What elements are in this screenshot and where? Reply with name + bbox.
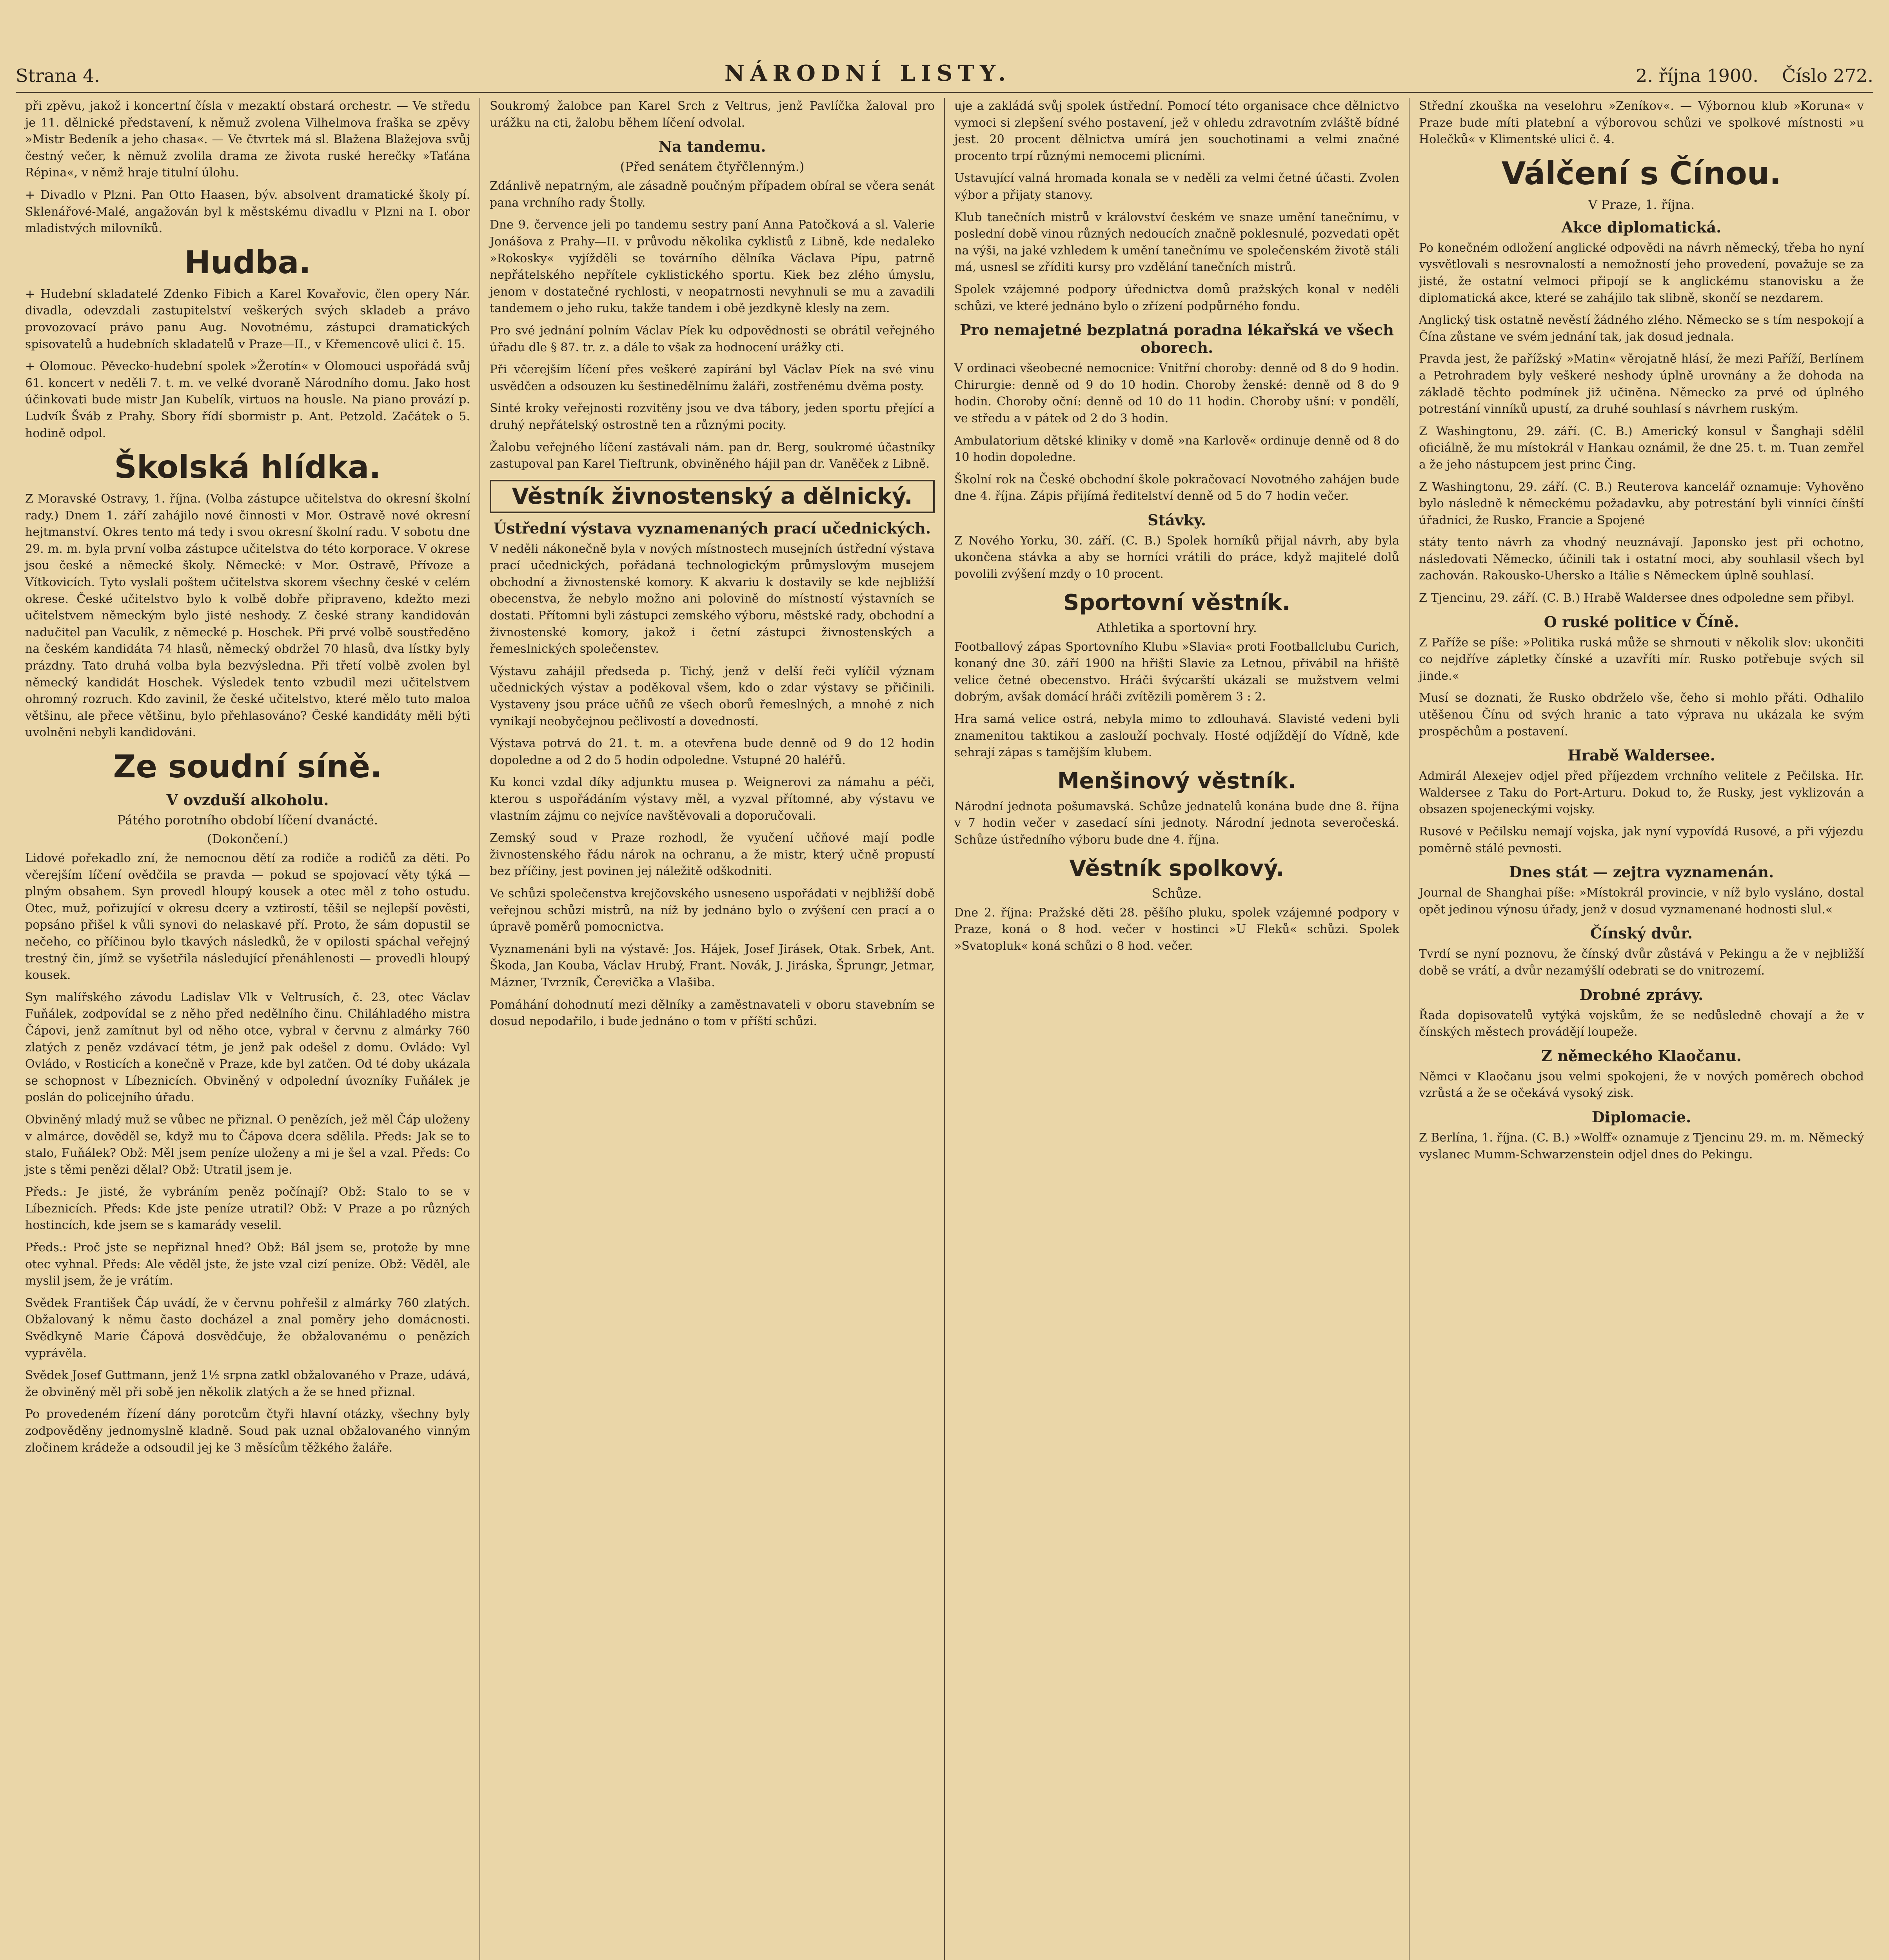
article-title: Diplomacie.	[1591, 1108, 1691, 1126]
article-paragraph: Klub tanečních mistrů v království českém ve snaze umění tanečnímu, v poslední době vinou různých nedoucích značně poklesnulé, pozvedati opět na výši, na jaké vzhledem k umění tanečnímu ve společenském životě stáli má, usnesl se zříditi kursy pro vzdělání tanečních mistrů.	[954, 210, 1399, 274]
article-paragraph: Ku konci vzdal díky adjunktu musea p. Weignerovi za námahu a péči, kterou s uspořádáním výstavy měl, a vyzval přítomné, aby výstavu ve vlastním zájmu co nejvíce navštěvovali a doporučovali.	[490, 775, 935, 823]
article-paragraph: Soukromý žalobce pan Karel Srch z Veltrus, jenž Pavlíčka žaloval pro urážku na cti, žalobu během líčení odvolal.	[490, 99, 935, 130]
article-paragraph: Z Moravské Ostravy, 1. října. (Volba zástupce učitelstva do okresní školní rady.) Dnem 1. září zahájilo nové činnosti v Mor. Ostravě nové okresní hejtmanství. Okres tento má tedy i svou okresní školní radu. V sobotu dne 29. m. m. byla první volba zástupce učitelstva do této korporace. V okrese jsou české a německé školy. Německé: v Mor. Ostravě, Přívoze a Vítkovicích. Tyto vyslali poštem učitelstva skorem všechny české v celém okrese. České učitelstvo bylo k volbě dobře připraveno, kdežto mezi učitelstvem německým bylo jisté neshody. Z české strany kandidován nadučitel pan Vaculík, z německé p. Hoschek. Při prvé volbě soustředěno na českém kandidáta 74 hlasů, německý obdržel 70 hlasů, dva lístky byly prázdny. Tato druhá volba byla bezvýsledna. Při třetí volbě zvolen byl německý kandidát Hoschek. Výsledek tento vzbudil mezi učitelstvem ohromný rozruch. Kdo zavinil, že české učitelstvo, které mělo tuto maloa většinu, ale přece většinu, bylo přehlasováno? České kandidáty měli býti uvolněni nebyli kandidováni.	[25, 492, 470, 740]
article-subtitle: (Dokončení.)	[207, 831, 289, 846]
article-paragraph: Lidové pořekadlo zní, že nemocnou dětí za rodiče a rodičů za děti. Po včerejším líčení ovědčila se pravda — pokud se spojovací věty týká — plným obsahem. Syn provedl hloupý kousek a otec měl z toho ostudu. Otec, muž, pořizující v okresu dcery a vztirostí, těšil se nejlepší pověsti, popsáno přišel k vůli synovi do nelaskavé pří. Proto, že sám dopustil se nečeho, co příčinou bylo tkavých následků, že v opilosti spáchal veřejný trestný čin, jímž se vyšetřila následující přenáhlenosti — provedli hloupý kousek.	[25, 851, 470, 982]
column-2	[480, 98, 945, 1960]
article-paragraph: Spolek vzájemné podpory úřednictva domů pražských konal v neděli schůzi, ve které jednáno bylo o zřízení podpůrného fondu.	[954, 282, 1399, 313]
article-paragraph: Dne 9. července jeli po tandemu sestry paní Anna Patočková a sl. Valerie Jonášova z Prahy—II. v průvodu několika cyklistů z Libně, kde nedaleko »Rokosky« vyjížděli se továrního dělníka Václava Pípu, patrně nepřátelského nepřítele cyklistického sportu. Kiek bez zlého úmyslu, jenom v dostatečné rychlosti, v neopatrnosti nevyhnuli se mu a zavadili tandemem o jeho ruku, takže tandem i obě jezdkyně klesly na zem.	[490, 218, 935, 316]
section-heading: Školská hlídka.	[114, 449, 381, 486]
column-1	[16, 98, 480, 1960]
article-paragraph: Ambulatorium dětské kliniky v domě »na Karlově« ordinuje denně od 8 do 10 hodin dopoledne.	[954, 434, 1399, 465]
article-paragraph: Admirál Alexejev odjel před příjezdem vrchního velitele z Pečilska. Hr. Waldersee z Taku do Port-Arturu. Dokud to, že Rusky, jest vyklizován a obsazen spojeneckými vojsky.	[1419, 769, 1864, 817]
article-title: O ruské politice v Číně.	[1544, 613, 1739, 631]
article-title: Akce diplomatická.	[1561, 218, 1722, 236]
article-paragraph: Školní rok na České obchodní škole pokračovací Novotného zahájen bude dne 4. října. Zápis přijímá ředitelství denně od 5 do 7 hodin večer.	[954, 472, 1399, 503]
article-title: Z německého Klaočanu.	[1541, 1047, 1742, 1065]
article-title: Drobné zprávy.	[1579, 985, 1704, 1004]
article-title: Čínský dvůr.	[1590, 924, 1693, 942]
article-paragraph: Žalobu veřejného líčení zastávali nám. pan dr. Berg, soukromé účastníky zastupoval pan Karel Tieftrunk, obviněného hájil pan dr. Vaněček z Libně.	[490, 440, 935, 471]
article-paragraph: Sinté kroky veřejnosti rozvitěny jsou ve dva tábory, jeden sportu přející a druhý nepřátelský ostrostně ten a různými pocity.	[490, 401, 935, 432]
article-paragraph: Po provedeném řízení dány porotcům čtyři hlavní otázky, všechny byly zodpověděny jednomyslně kladně. Soud pak uznal obžalovaného vinným zločinem krádeže a odsoudil jej ke 3 měsícům těžkého žaláře.	[25, 1407, 470, 1455]
article-paragraph: Pravda jest, že pařížský »Matin« věrojatně hlásí, že mezi Paříží, Berlínem a Petrohradem byly veškeré neshody úplně urovnány a že dohoda na základě těchto podmínek již učiněna. Německo za prvé od úplného potrestání vinníků upustí, za druhé souhlasí s návrhem ruským.	[1419, 352, 1864, 416]
article-subtitle: V Praze, 1. října.	[1588, 197, 1695, 212]
article-paragraph: státy tento návrh za vhodný neuznávají. Japonsko jest při ochotno, následovati Německo, účinili tak i ostatní moci, aby souhlasil všech byl zachován. Rakousko-Uhersko a Itálie s Německem úplně souhlasí.	[1419, 535, 1864, 583]
issue-number: Číslo 272.	[1782, 65, 1873, 86]
article-paragraph: Předs.: Proč jste se nepřiznal hned? Obž: Bál jsem se, protože by mne otec vyhnal. Předs: Ale věděl jste, že jste vzal cizí peníze. Obž: Věděl, ale myslil jsem, že je vrátím.	[25, 1241, 470, 1288]
article-paragraph: + Divadlo v Plzni. Pan Otto Haasen, býv. absolvent dramatické školy pí. Sklenářové-Malé, angažován byl k městskému divadlu v Plzni na I. obor mladistvých milovníků.	[25, 188, 470, 236]
article-paragraph: Svědek Josef Guttmann, jenž 1½ srpna zatkl obžalovaného v Praze, udává, že obviněný měl při sobě jen několik zlatých a že se hned přiznal.	[25, 1368, 470, 1399]
article-paragraph: Journal de Shanghai píše: »Místokrál provincie, v níž bylo vysláno, dostal opět jedinou výnosu úřady, jenž v dosud vyznamenané hodnosti slul.«	[1419, 886, 1864, 916]
article-subtitle: Pátého porotního období líčení dvanácté.	[117, 813, 378, 828]
page-header	[16, 16, 1873, 93]
article-subtitle: (Před senátem čtyřčlenným.)	[620, 159, 805, 174]
article-paragraph: Svědek František Čáp uvádí, že v červnu pohřešil z almárky 760 zlatých. Obžalovaný k němu často docházel a znal poměry jeho domácnosti. Svědkyně Marie Čápová dosvědčuje, že obžalovanému o penězích vyprávěla.	[25, 1296, 470, 1360]
article-paragraph: uje a zakládá svůj spolek ústřední. Pomocí této organisace chce dělnictvo vymoci si zlepšení svého postavení, jež v ohledu zdravotním zvláště bídné jest. 20 procent dělnictva umírá jen souchotinami a velmi značné procento trpí různými nemocemi plicními.	[954, 99, 1399, 163]
article-paragraph: Zemský soud v Praze rozhodl, že vyučení učňové mají podle živnostenského řádu nárok na ochranu, a že mistr, který učně propustí bez příčiny, jest povinen jej náležitě odškodniti.	[490, 831, 935, 878]
article-paragraph: Dne 2. října: Pražské děti 28. pěšího pluku, spolek vzájemné podpory v Praze, koná o 8 hod. večer v hostinci »U Fleků« schůzi. Spolek »Svatopluk« koná schůzi o 8 hod. večer.	[954, 906, 1399, 953]
article-paragraph: V ordinaci všeobecné nemocnice: Vnitřní choroby: denně od 8 do 9 hodin. Chirurgie: denně od 9 do 10 hodin. Choroby ženské: denně od 8 do 9 hodin. Choroby oční: denně od 10 do 11 hodin. Choroby ušní: v pondělí, ve středu a v pátek od 2 do 3 hodin.	[954, 361, 1399, 425]
article-paragraph: Po konečném odložení anglické odpovědi na návrh německý, třeba ho nyní vysvětlovali s nesrovnalostí a nemožností jeho provedení, považuje se za jisté, že ostatní velmoci připojí se k anglickému stanovisku a že diplomatická akce, které se zahájilo tak slibně, skončí se nezdarem.	[1419, 241, 1864, 305]
section-heading: Ze soudní síně.	[113, 748, 382, 785]
article-title: Ústřední výstava vyznamenaných prací učednických.	[493, 519, 931, 537]
article-title: Pro nemajetné bezplatná poradna lékařská ve všech oborech.	[960, 321, 1394, 357]
article-paragraph: Z Paříže se píše: »Politika ruská může se shrnouti v několik slov: ukončiti co nejdříve zápletky čínské a uzavříti mír. Rusko potřebuje svých sil jinde.«	[1419, 635, 1864, 683]
article-paragraph: Výstavu zahájil předseda p. Tichý, jenž v delší řeči vylíčil význam učednických výstav a poděkoval všem, kdo o zdar výstavy se přičinili. Vystaveny jsou práce učňů ze všech oborů řemeslných, a mnohé z nich vynikají neobyčejnou pečlivostí a dovedností.	[490, 664, 935, 728]
article-subtitle: Athletika a sportovní hry.	[1097, 620, 1257, 635]
section-heading: Menšinový věstník.	[1057, 768, 1297, 794]
article-paragraph: Z Berlína, 1. října. (C. B.) »Wolff« oznamuje z Tjencinu 29. m. m. Německý vyslanec Mumm-Schwarzenstein odjel dnes do Pekingu.	[1419, 1131, 1864, 1161]
article-paragraph: Výstava potrvá do 21. t. m. a otevřena bude denně od 9 do 12 hodin dopoledne a od 2 do 5 hodin odpoledne. Vstupné 20 haléřů.	[490, 737, 935, 767]
section-heading: Hudba.	[184, 244, 311, 281]
header-right	[1636, 65, 1873, 86]
article-paragraph: Hra samá velice ostrá, nebyla mimo to zdlouhavá. Slavisté vedeni byli znamenitou taktikou a zaslouží pochvaly. Hosté odjíždějí do Vídně, kde sehrají zápas s tamějším klubem.	[954, 712, 1399, 760]
article-paragraph: Pro své jednání polním Václav Píek ku odpovědnosti se obrátil veřejného úřadu dle § 87. tr. z. a dále to však za hodnocení urážky cti.	[490, 323, 935, 354]
article-paragraph: Rusové v Pečilsku nemají vojska, jak nyní vypovídá Rusové, a při výjezdu poměrně stálé pevnosti.	[1419, 825, 1864, 855]
article-paragraph: Při včerejším líčení přes veškeré zapírání byl Václav Píek na své vinu usvědčen a odsouzen ku šestinedělnímu žaláři, zostřenému dvěma posty.	[490, 363, 935, 393]
article-title: Dnes stát — zejtra vyznamenán.	[1509, 863, 1774, 881]
article-paragraph: Předs.: Je jisté, že vybráním peněz počínají? Obž: Stalo to se v Líbeznicích. Předs: Kde jste peníze utratil? Obž: V Praze a po různých hostincích, kde jsem se s kamarády veselil.	[25, 1185, 470, 1232]
article-paragraph: Střední zkouška na veselohru »Zeníkov«. — Výbornou klub »Koruna« v Praze bude míti platební a výborovou schůzi ve spolkové místnosti »u Holečků« v Klimentské ulici č. 4.	[1419, 99, 1864, 147]
column-3	[945, 98, 1409, 1960]
page-number: Strana 4.	[16, 65, 100, 86]
masthead: NÁRODNÍ LISTY.	[724, 60, 1012, 86]
article-paragraph: + Olomouc. Pěvecko-hudební spolek »Žerotín« v Olomouci uspořádá svůj 61. koncert v neděli 7. t. m. ve velké dvoraně Národního domu. Jako host účinkovati bude mistr Jan Kubelík, virtuos na housle. Na piano provází p. Ludvík Šváb z Prahy. Sbory řídí sbormistr p. Ant. Petzold. Začátek o 5. hodině odpol.	[25, 359, 470, 440]
section-heading: Věstník spolkový.	[1069, 855, 1284, 881]
article-paragraph: Z Tjencinu, 29. září. (C. B.) Hrabě Waldersee dnes odpoledne sem přibyl.	[1419, 591, 1855, 605]
article-paragraph: Tvrdí se nyní poznovu, že čínský dvůr zůstává v Pekingu a že v nejbližší době se vrátí, a dvůr nezamýšlí odebrati se do vnitrozemí.	[1419, 947, 1864, 978]
issue-date: 2. října 1900.	[1636, 65, 1759, 86]
article-paragraph: Vyznamenáni byli na výstavě: Jos. Hájek, Josef Jirásek, Otak. Srbek, Ant. Škoda, Jan Kouba, Václav Hrubý, Frant. Novák, J. Jiráska, Šprungr, Jetmar, Mázner, Tvrzník, Čerevička a Vlašiba.	[490, 942, 935, 989]
article-paragraph: Ve schůzi společenstva krejčovského usneseno uspořádati v nejbližší době veřejnou schůzi mistrů, na níž by jednáno bylo o zvýšení cen prací a o úpravě poměrů pomocnictva.	[490, 886, 935, 934]
section-heading: Sportovní věstník.	[1063, 590, 1290, 615]
article-paragraph: Syn malířského závodu Ladislav Vlk v Veltrusích, č. 23, otec Václav Fuňálek, zodpovídal se z něho před nedělního činu. Chiláhladého mistra Čápovi, jenž zamítnut byl od něho otce, vybral v červnu z almárky 760 zlatých z peněz vzdávací tétm, je jenž pak odešel z domu. Ovládo: Vyl Ovládo, v Rosticích a konečně v Praze, kde byl zatčen. Od té doby ukázala se schopnost v Líbeznicích. Obviněný v odpolední úvozníky Fuňálek je poslán do policejního úřadu.	[25, 990, 470, 1105]
article-paragraph: Ustavující valná hromada konala se v neděli za velmi četné účasti. Zvolen výbor a přijaty stanovy.	[954, 171, 1399, 202]
article-paragraph: Pomáhání dohodnutí mezi dělníky a zaměstnavateli v oboru stavebním se dosud nepodařilo, i bude jednáno o tom v příští schůzi.	[490, 998, 935, 1029]
article-title: Stávky.	[1148, 511, 1206, 529]
article-title: V ovzduší alkoholu.	[166, 791, 329, 809]
section-heading: Válčení s Čínou.	[1501, 155, 1782, 192]
article-paragraph: Národní jednota pošumavská. Schůze jednatelů konána bude dne 8. října v 7 hodin večer v zasedací síni jednoty. Národní jednota severočeská. Schůze ústředního výboru bude dne 4. října.	[954, 799, 1399, 847]
article-paragraph: Z Washingtonu, 29. září. (C. B.) Americký konsul v Šanghaji sdělil oficiálně, že mu místokrál v Hankau oznámil, že dne 25. t. m. Tuan zemřel a že jeho nástupcem jest princ Čing.	[1419, 424, 1864, 472]
columns	[16, 98, 1873, 1960]
article-paragraph: Zdánlivě nepatrným, ale zásadně poučným případem obíral se včera senát pana vrchního rady Štolly.	[490, 179, 935, 210]
article-title: Hrabě Waldersee.	[1568, 746, 1715, 764]
article-paragraph: Z Nového Yorku, 30. září. (C. B.) Spolek horníků přijal návrh, aby byla ukončena stávka a aby se horníci vrátili do práce, když majitelé dolů povolili zvýšení mzdy o 10 procent.	[954, 534, 1399, 581]
article-paragraph: Musí se doznati, že Rusko obdrželo vše, čeho si mohlo přáti. Odhalilo utěšenou Čínu od svých hranic a tato výprava nu ukázala ke svým prospěchům a postavení.	[1419, 691, 1864, 739]
article-paragraph: Řada dopisovatelů vytýká vojskům, že se nedůsledně chovají a že v čínských městech provádějí loupeže.	[1419, 1008, 1864, 1039]
article-paragraph: Z Washingtonu, 29. září. (C. B.) Reuterova kancelář oznamuje: Vyhověno bylo následně k německému požadavku, aby potrestání byli vinníci čínští úřadníci, že Rusko, Francie a Spojené	[1419, 480, 1864, 527]
article-paragraph: + Hudební skladatelé Zdenko Fibich a Karel Kovařovic, člen opery Nár. divadla, odevzdali zastupitelství veškerých svých skladeb a právo provozovací právo panu Aug. Novotnému, zástupci dramatických spisovatelů a hudebních skladatelů v Praze—II., v Křemencově ulici č. 15.	[25, 287, 470, 351]
article-paragraph: Footballový zápas Sportovního Klubu »Slavia« proti Footballclubu Curich, konaný dne 30. září 1900 na hřišti Slavie za Letnou, přivábil na hřiště velice četné obecenstvo. Hráči švýcarští ukázali se mužstvem velmi dobrým, avšak domácí hráči zvítězili poměrem 3 : 2.	[954, 640, 1399, 704]
article-title: Na tandemu.	[658, 138, 766, 156]
article-paragraph: Němci v Klaočanu jsou velmi spokojeni, že v nových poměrech obchod vzrůstá a že se očekává vysoký zisk.	[1419, 1069, 1864, 1100]
article-paragraph: při zpěvu, jakož i koncertní čísla v mezaktí obstará orchestr. — Ve středu je 11. dělnické představení, k němuž zvolena Vilhelmova fraška se zpěvy »Mistr Bedeník a jeho chasa«. — Ve čtvrtek má sl. Blažena Blažejova svůj čestný večer, k němuž zvolila drama ze života ruské herečky »Taťána Répina«, v němž hraje titulní úlohu.	[25, 99, 470, 180]
column-4	[1409, 98, 1873, 1960]
article-subtitle: Schůze.	[1152, 886, 1202, 901]
article-paragraph: V neděli nákonečně byla v nových místnostech musejních ústřední výstava prací učednických, pořádaná technologickým průmyslovým musejem obchodní a živnostenské komory. K akvariu k dostavily se kde nejbližší obecenstva, že nebylo možno ani polovině do místností výstavních se dostati. Přítomni byli zástupci zemského výboru, městské rady, obchodní a živnostenské komory, jakož i četní zástupci živnostenských a řemeslnických společenstev.	[490, 542, 935, 656]
section-heading: Věstník živnostenský a dělnický.	[490, 480, 935, 513]
article-paragraph: Obviněný mladý muž se vůbec ne přiznal. O penězích, jež měl Čáp uloženy v almárce, dověděl se, když mu to Čápova dcera sdělila. Předs: Jak se to stalo, Fuňálek? Obž: Měl jsem peníze uloženy a mi je šel a vzal. Předs: Co jste s těmi penězi dělal? Obž: Utratil jsem je.	[25, 1112, 470, 1177]
article-paragraph: Anglický tisk ostatně nevěstí žádného zlého. Německo se s tím nespokojí a Čína zůstane ve svém jednání tak, jak dosud jednala.	[1419, 313, 1864, 344]
